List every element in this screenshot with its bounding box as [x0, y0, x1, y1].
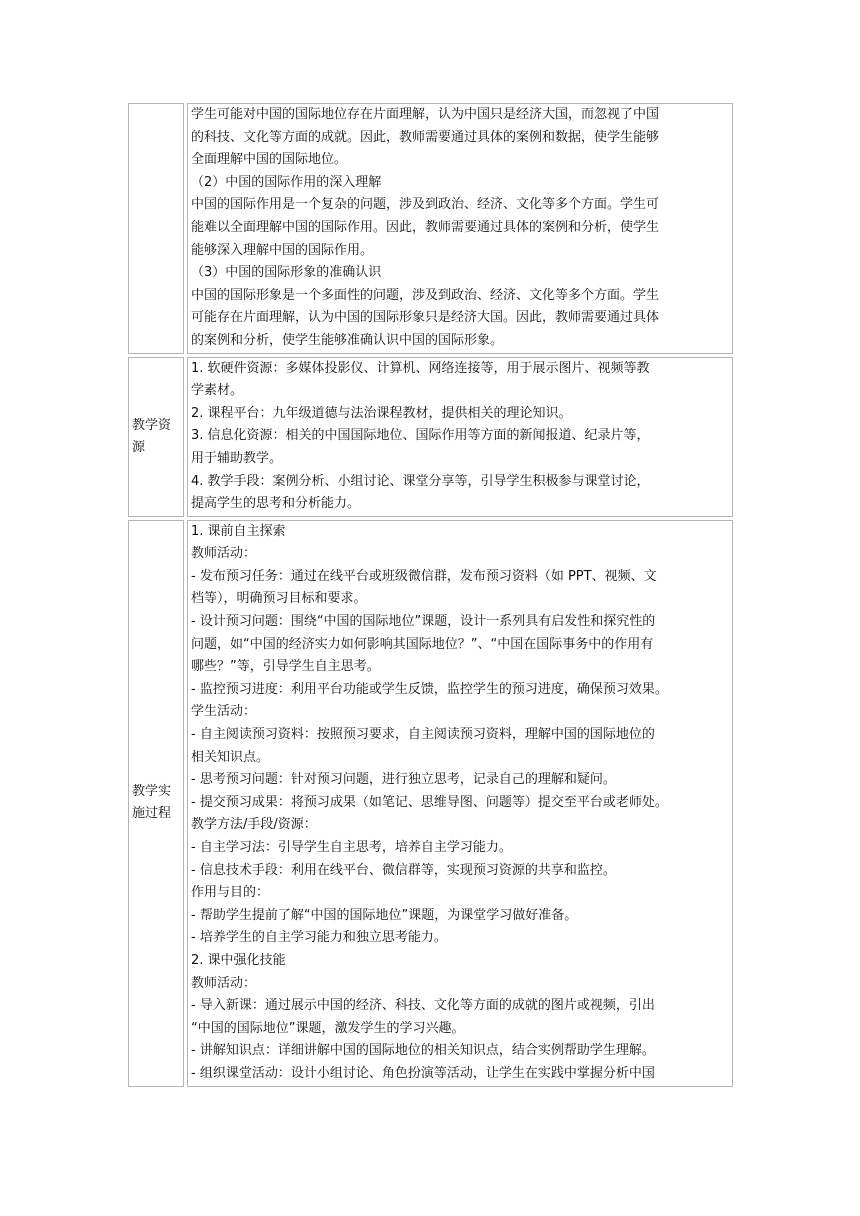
text-line: - 自主学习法：引导学生自主思考，培养自主学习能力。 — [191, 840, 512, 855]
text-line: - 信息技术手段：利用在线平台、微信群等，实现预习资源的共享和监控。 — [191, 862, 616, 878]
text-line: 教师活动： — [191, 546, 257, 562]
table-row-learning-difficulties — [128, 103, 733, 354]
text-line: - 组织课堂活动：设计小组讨论、角色扮演等活动，让学生在实践中掌握分析中国 — [191, 1065, 655, 1081]
text-line: （2）中国的国际作用的深入理解 — [191, 174, 382, 190]
text-line: 提高学生的思考和分析能力。 — [191, 496, 361, 512]
text-line: - 导入新课：通过展示中国的经济、科技、文化等方面的成就的图片或视频，引出 — [191, 998, 655, 1014]
text-line: 1. 软硬件资源：多媒体投影仪、计算机、网络连接等，用于展示图片、视频等教 — [191, 360, 650, 376]
text-line: 2. 课中强化技能 — [191, 952, 286, 968]
text-line: - 讲解知识点：详细讲解中国的国际地位的相关知识点，结合实例帮助学生理解。 — [191, 1043, 655, 1059]
text-line: 能够深入理解中国的国际作用。 — [191, 242, 374, 258]
text-line: 3. 信息化资源：相关的中国国际地位、国际作用等方面的新闻报道、纪录片等， — [191, 428, 650, 444]
text-line: 学生可能对中国的国际地位存在片面理解，认为中国只是经济大国，而忽视了中国 — [191, 107, 660, 122]
row-label — [128, 103, 184, 354]
text-line: - 培养学生的自主学习能力和独立思考能力。 — [191, 930, 447, 946]
text-line: - 提交预习成果：将预习成果（如笔记、思维导图、问题等）提交至平台或老师处。 — [191, 794, 668, 810]
text-line: - 思考预习问题：针对预习问题，进行独立思考，记录自己的理解和疑问。 — [191, 772, 616, 788]
text-line: 1. 课前自主探索 — [191, 523, 286, 539]
row-content — [187, 357, 733, 517]
text-line: 中国的国际作用是一个复杂的问题，涉及到政治、经济、文化等多个方面。学生可 — [191, 197, 660, 213]
text-line: 用于辅助教学。 — [191, 450, 283, 466]
text-line: - 发布预习任务：通过在线平台或班级微信群，发布预习资料（如 PPT、视频、文 — [191, 568, 657, 584]
text-line: 2. 课程平台：九年级道德与法治课程教材，提供相关的理论知识。 — [191, 405, 572, 421]
text-line: （3）中国的国际形象的准确认识 — [191, 265, 382, 281]
lesson-plan-table — [128, 103, 733, 1090]
text-line: 的科技、文化等方面的成就。因此，教师需要通过具体的案例和数据，使学生能够 — [191, 129, 660, 145]
text-line: “中国的国际地位”课题，激发学生的学习兴趣。 — [191, 1020, 465, 1036]
text-line: 可能存在片面理解，认为中国的国际形象只是经济大国。因此，教师需要通过具体 — [191, 310, 660, 326]
text-line: 作用与目的： — [191, 885, 270, 901]
text-line: 教学方法/手段/资源： — [191, 817, 317, 833]
text-line: 问题，如“中国的经济实力如何影响其国际地位？”、“中国在国际事务中的作用有 — [191, 636, 654, 652]
text-line: - 设计预习问题：围绕“中国的国际地位”课题，设计一系列具有启发性和探究性的 — [191, 614, 656, 630]
text-line: 4. 教学手段：案例分析、小组讨论、课堂分享等，引导学生积极参与课堂讨论， — [191, 473, 650, 489]
row-content — [187, 520, 733, 1087]
text-line: 学生活动： — [191, 704, 257, 720]
text-line: 中国的国际形象是一个多面性的问题，涉及到政治、经济、文化等多个方面。学生 — [191, 287, 660, 303]
table-row-teaching-resources — [128, 357, 733, 517]
text-line: 全面理解中国的国际地位。 — [191, 152, 348, 168]
text-line: 教师活动： — [191, 975, 257, 991]
row-label: 教学资源 — [128, 357, 184, 517]
row-content — [187, 103, 733, 354]
text-line: - 帮助学生提前了解“中国的国际地位”课题，为课堂学习做好准备。 — [191, 907, 578, 923]
text-line: 哪些？”等，引导学生自主思考。 — [191, 659, 380, 675]
text-line: 相关知识点。 — [191, 749, 270, 765]
table-row-teaching-process — [128, 520, 733, 1087]
text-line: 档等），明确预习目标和要求。 — [191, 591, 367, 607]
text-line: 的案例和分析，使学生能够准确认识中国的国际形象。 — [191, 332, 504, 348]
text-line: - 自主阅读预习资料：按照预习要求，自主阅读预习资料，理解中国的国际地位的 — [191, 727, 655, 743]
text-line: 学素材。 — [191, 383, 244, 399]
row-label: 教学实施过程 — [128, 520, 184, 1087]
text-line: 能难以全面理解中国的国际作用。因此，教师需要通过具体的案例和分析，使学生 — [191, 219, 660, 235]
text-line: - 监控预习进度：利用平台功能或学生反馈，监控学生的预习进度，确保预习效果。 — [191, 681, 668, 697]
